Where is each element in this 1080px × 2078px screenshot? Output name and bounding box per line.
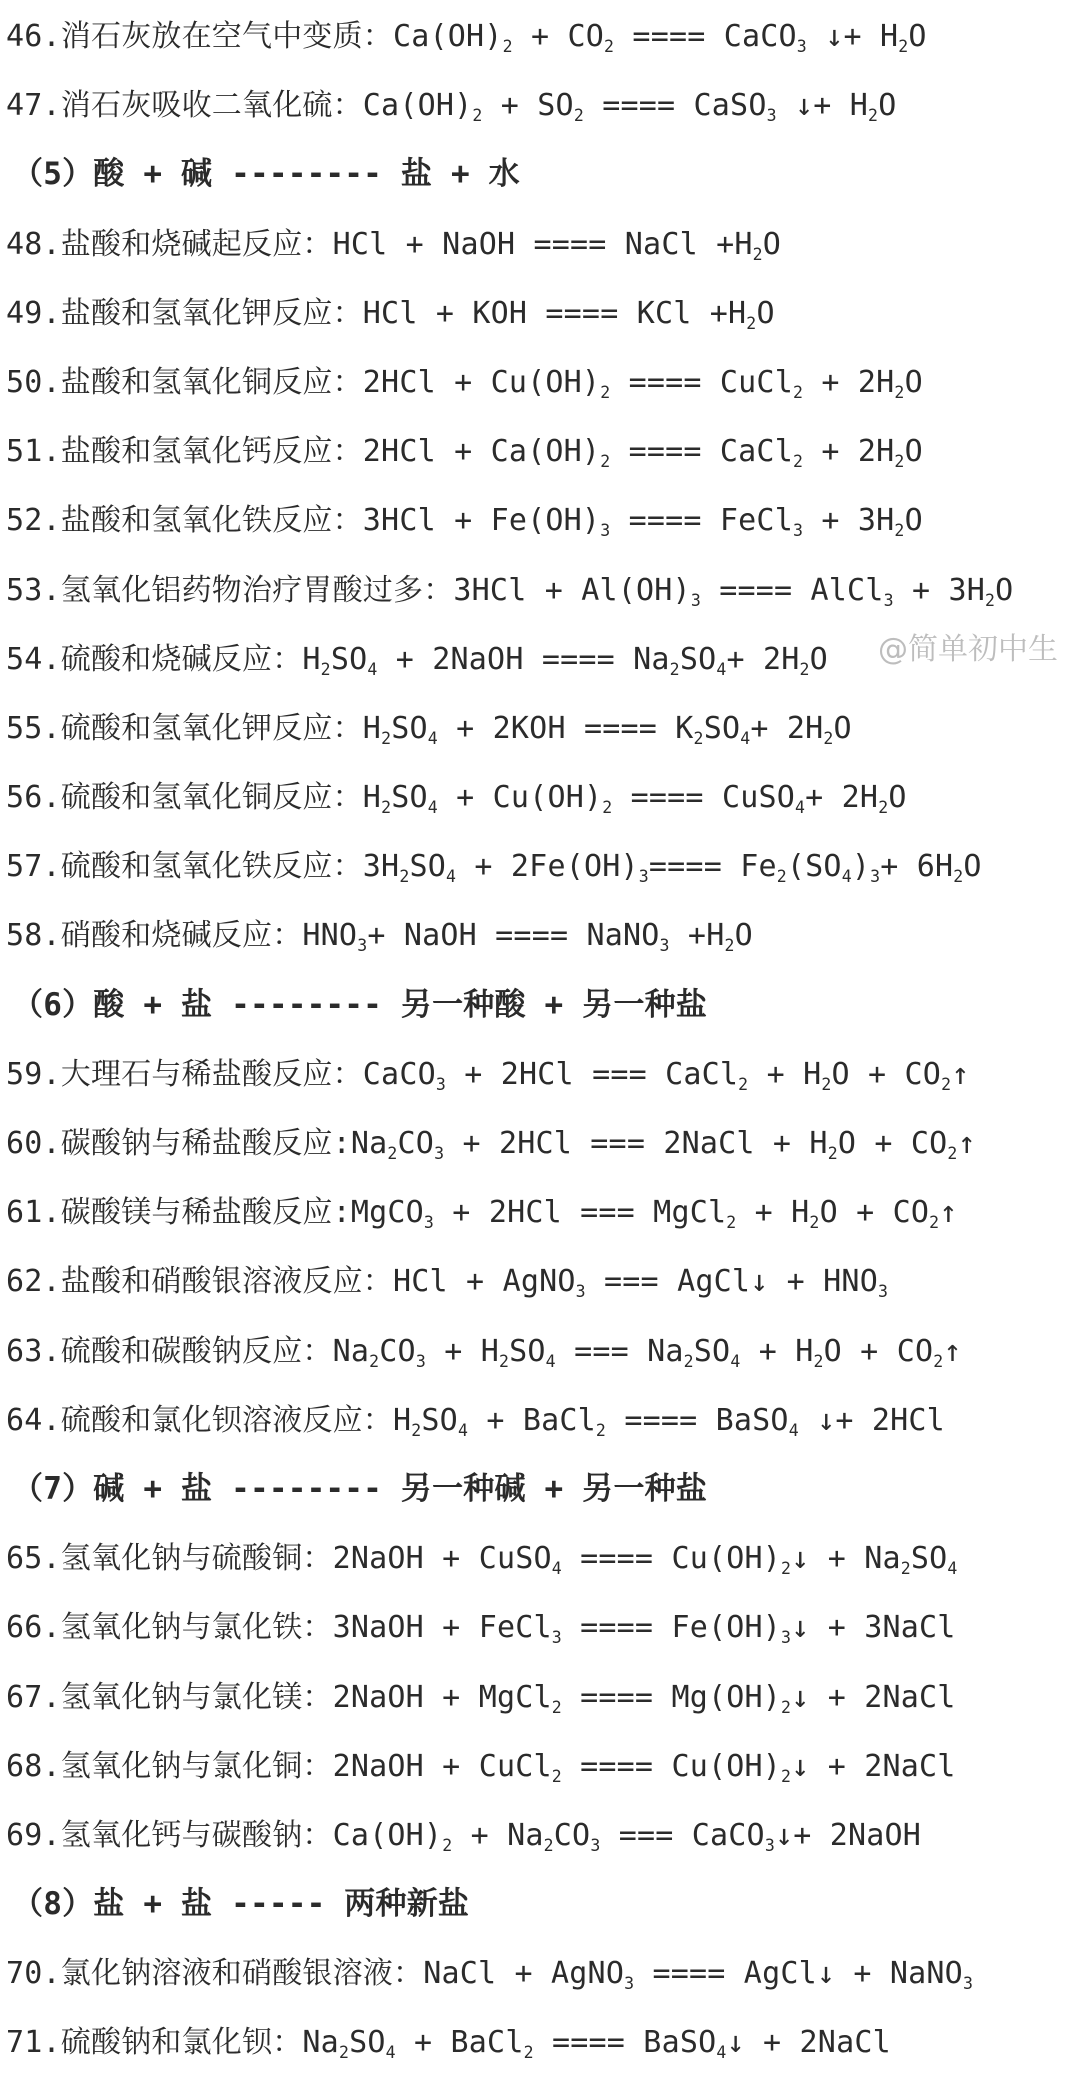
reaction-description: 硫酸和氯化钡溶液反应：: [60, 1402, 393, 1438]
item-number: 68.: [6, 1748, 61, 1784]
reaction-description: 消石灰吸收二氧化硫：: [60, 88, 363, 124]
reaction-description: 盐酸和烧碱起反应：: [60, 226, 333, 262]
item-number: 66.: [6, 1610, 61, 1646]
reaction-description: 氢氧化钠与氯化铜：: [60, 1748, 333, 1784]
chemical-equation: $Ca(OH)_2 + CO_2$ ==== CaCO$_3$ ↓+ $H_2O$: [393, 19, 927, 56]
chemical-equation: $3HCl + Al(OH)_3$ ==== AlCl$_3$ + $3H_2O$: [453, 572, 1014, 610]
section-heading: （5）酸 + 碱 -------- 盐 + 水: [12, 156, 520, 193]
section-heading: （8）盐 + 盐 ----- 两种新盐: [12, 1886, 470, 1923]
equation-item: [0, 694, 1080, 763]
reaction-description: 盐酸和氢氧化钙反应：: [60, 434, 363, 470]
equation-item: [0, 2, 1080, 71]
item-number: 70.: [6, 1956, 61, 1992]
item-number: 62.: [6, 1264, 61, 1300]
item-number: 71.: [6, 2025, 61, 2061]
chemical-equation: $Na_2SO_4$ + BaCl$_2$ ==== BaSO$_4$↓ + 2NaCl: [302, 2025, 891, 2063]
equation-item: [0, 1524, 1080, 1593]
equation-item: [0, 1109, 1080, 1178]
item-number: 47.: [6, 88, 61, 124]
chemical-equation: $HNO_3+$ NaOH ==== NaNO$_3$ $+H_2O$: [302, 918, 753, 956]
chemical-equation: HCl + NaOH ==== NaCl $+H_2O$: [332, 226, 782, 264]
chemical-equation: $Na_2CO_3 + H_2SO_4$ === $Na_2SO_4 + H_2O$ + $CO_2↑$: [332, 1333, 962, 1371]
equation-item: [0, 486, 1080, 555]
item-number: 57.: [6, 849, 61, 885]
item-number: 56.: [6, 780, 61, 816]
item-number: 46.: [6, 19, 61, 54]
item-number: 53.: [6, 572, 61, 608]
equation-item: [0, 556, 1080, 625]
equation-item: [0, 2008, 1080, 2077]
chemical-equation: $Na_2CO_3 + 2HCl$ === 2NaCl + $H_2O$ + $CO_2↑$: [350, 1126, 976, 1163]
chemical-equation: $Ca(OH)_2 + SO_2$ ==== CaSO$_3$ ↓+ $H_2O$: [362, 88, 897, 125]
watermark: @简单初中生: [878, 632, 1058, 667]
item-number: 59.: [6, 1056, 61, 1092]
equation-item: [0, 1386, 1080, 1455]
section-heading: （7）碱 + 盐 -------- 另一种碱 + 另一种盐: [12, 1470, 708, 1507]
chemical-equation: 2NaOH + CuCl$_2$ ==== $Cu(OH)_2↓$ + 2NaCl: [332, 1748, 956, 1786]
chemical-equation: $3H_2SO_4 + 2Fe(OH)_3==== Fe_2(SO_4)_3+ 6H_2O$: [362, 849, 982, 887]
chemical-equation: NaCl + AgNO$_3$ ==== AgCl↓ + NaNO$_3$: [423, 1956, 974, 1994]
reaction-description: 硫酸和氢氧化铜反应：: [60, 780, 363, 816]
item-number: 67.: [6, 1679, 61, 1715]
item-number: 64.: [6, 1402, 61, 1438]
chemical-equation: MgCO$_3$ + 2HCl === MgCl$_2$ + $H_2O$ + $CO_2↑$: [350, 1195, 958, 1232]
chemical-equation: 2NaOH + CuSO$_4$ ==== $Cu(OH)_2↓ + Na_2SO_4$: [332, 1541, 958, 1578]
reaction-description: 消石灰放在空气中变质：: [60, 19, 393, 54]
item-number: 61.: [6, 1195, 61, 1231]
equation-item: [0, 71, 1080, 140]
equation-item: [0, 1732, 1080, 1801]
reaction-description: 硫酸钠和氯化钡：: [60, 2025, 303, 2061]
chemical-equation: $H_2SO_4$ + 2NaOH ==== $Na_2SO_4+ 2H_2O$: [302, 641, 828, 679]
chemical-equation: $2HCl + Ca(OH)_2$ ==== CaCl$_2$ + $2H_2O$: [362, 434, 923, 471]
equation-list: [0, 2, 1080, 2078]
chemical-equation: $2HCl + Cu(OH)_2$ ==== CuCl$_2$ + $2H_2O$: [362, 364, 923, 402]
item-number: 49.: [6, 295, 61, 331]
equation-item: [0, 417, 1080, 486]
equation-item: [0, 1801, 1080, 1870]
reaction-description: 硫酸和氢氧化铁反应：: [60, 849, 363, 885]
equation-item: [0, 279, 1080, 348]
reaction-description: 盐酸和硝酸银溶液反应：: [60, 1264, 393, 1300]
equation-item: [0, 1593, 1080, 1662]
equation-item: [0, 210, 1080, 279]
equation-item: [0, 901, 1080, 970]
chemical-equation: $H_2SO_4 + 2KOH$ ==== $K_2SO_4+ 2H_2O$: [362, 710, 852, 748]
item-number: 58.: [6, 918, 61, 954]
reaction-description: 碳酸钠与稀盐酸反应:: [60, 1126, 351, 1161]
equation-item: [0, 832, 1080, 901]
reaction-description: 氢氧化铝药物治疗胃酸过多：: [60, 572, 454, 608]
reaction-description: 盐酸和氢氧化钾反应：: [60, 295, 363, 331]
reaction-description: 氢氧化钠与氯化镁：: [60, 1679, 333, 1715]
chemical-equation: HCl + KOH ==== KCl $+H_2O$: [362, 295, 775, 333]
reaction-description: 氯化钠溶液和硝酸银溶液：: [60, 1956, 424, 1992]
reaction-description: 硫酸和碳酸钠反应：: [60, 1333, 333, 1369]
chemical-equation: $H_2SO_4 + Cu(OH)_2$ ==== CuSO$_4$+ $2H_2O$: [362, 780, 907, 817]
reaction-description: 大理石与稀盐酸反应：: [60, 1056, 363, 1092]
item-number: 63.: [6, 1333, 61, 1369]
equation-item: [0, 348, 1080, 417]
item-number: 50.: [6, 364, 61, 400]
reaction-description: 碳酸镁与稀盐酸反应:: [60, 1195, 351, 1231]
chemical-equation: $3HCl + Fe(OH)_3$ ==== FeCl$_3$ + $3H_2O$: [362, 503, 923, 541]
equation-item: [0, 1040, 1080, 1109]
item-number: 65.: [6, 1541, 61, 1577]
item-number: 48.: [6, 226, 61, 262]
reaction-description: 硫酸和烧碱反应：: [60, 641, 303, 677]
item-number: 55.: [6, 710, 61, 746]
equation-item: [0, 1247, 1080, 1316]
equation-item: [0, 1317, 1080, 1386]
chemical-equation: $Ca(OH)_2 + Na_2CO_3$ === CaCO$_3$↓+ 2NaOH: [332, 1817, 922, 1855]
chemical-equation: $H_2SO_4$ + BaCl$_2$ ==== BaSO$_4$ ↓+ 2HCl: [393, 1402, 945, 1440]
item-number: 52.: [6, 503, 61, 539]
reaction-description: 硝酸和烧碱反应：: [60, 918, 303, 954]
item-number: 69.: [6, 1817, 61, 1853]
item-number: 51.: [6, 434, 61, 470]
reaction-description: 氢氧化钠与硫酸铜：: [60, 1541, 333, 1577]
reaction-description: 硫酸和氢氧化钾反应：: [60, 710, 363, 746]
chemical-equation: CaCO$_3$ + 2HCl === CaCl$_2$ + $H_2O$ + $CO_2↑$: [362, 1056, 970, 1094]
reaction-description: 盐酸和氢氧化铜反应：: [60, 364, 363, 400]
equation-item: [0, 1178, 1080, 1247]
chemical-equation: HCl + AgNO$_3$ === AgCl↓ + $HNO_3$: [393, 1264, 889, 1302]
item-number: 54.: [6, 641, 61, 677]
equation-item: [0, 763, 1080, 832]
section-heading: （6）酸 + 盐 -------- 另一种酸 + 另一种盐: [12, 986, 708, 1023]
chemical-equation: 2NaOH + MgCl$_2$ ==== $Mg(OH)_2↓$ + 2NaCl: [332, 1679, 956, 1717]
reaction-description: 氢氧化钠与氯化铁：: [60, 1610, 333, 1646]
equation-item: [0, 1663, 1080, 1732]
equation-item: [0, 1939, 1080, 2008]
chemical-equation: 3NaOH + FeCl$_3$ ==== $Fe(OH)_3↓$ + 3NaCl: [332, 1610, 956, 1648]
reaction-description: 盐酸和氢氧化铁反应：: [60, 503, 363, 539]
item-number: 60.: [6, 1126, 61, 1161]
reaction-description: 氢氧化钙与碳酸钠：: [60, 1817, 333, 1853]
